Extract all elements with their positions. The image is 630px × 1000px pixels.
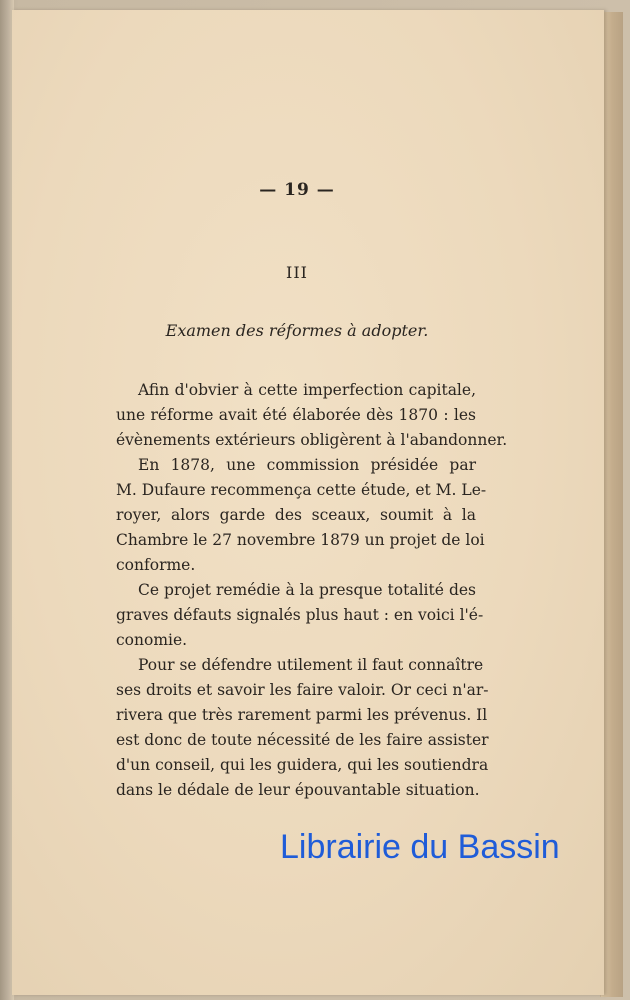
- text-line: évènements extérieurs obligèrent à l'abandonner.: [116, 431, 508, 449]
- text-line: conomie.: [116, 631, 188, 649]
- text-line: En 1878, une commission présidée par: [138, 456, 476, 474]
- body-text: [116, 378, 508, 803]
- text-line: Chambre le 27 novembre 1879 un projet de loi: [116, 531, 485, 549]
- paragraph-2: [116, 453, 487, 578]
- text-line: Ce projet remédie à la presque totalité des: [138, 581, 476, 599]
- text-line: ses droits et savoir les faire valoir. Or ceci n'ar-: [116, 681, 489, 699]
- text-line: conforme.: [116, 556, 196, 574]
- page-number: — 19 —: [259, 180, 335, 200]
- paragraph-4: [116, 653, 489, 803]
- text-line: graves défauts signalés plus haut : en voici l'é-: [116, 606, 484, 624]
- text-line: d'un conseil, qui les guidera, qui les soutiendra: [116, 756, 489, 774]
- text-line: rivera que très rarement parmi les prévenus. Il: [116, 706, 488, 724]
- text-line: une réforme avait été élaborée dès 1870 : les: [116, 406, 476, 424]
- text-line: Afin d'obvier à cette imperfection capitale,: [138, 381, 476, 399]
- paragraph-3: [116, 578, 484, 653]
- text-line: dans le dédale de leur épouvantable situation.: [116, 781, 480, 799]
- section-heading: Examen des réformes à adopter.: [165, 321, 429, 340]
- text-line: royer, alors garde des sceaux, soumit à la: [116, 506, 476, 524]
- section-numeral: III: [286, 263, 308, 282]
- text-line: est donc de toute nécessité de les faire assister: [116, 731, 489, 749]
- text-line: Pour se défendre utilement il faut connaître: [138, 656, 484, 674]
- watermark-text: Librairie du Bassin: [280, 828, 560, 866]
- text-line: M. Dufaure recommença cette étude, et M. Le-: [116, 481, 487, 499]
- paragraph-1: [116, 378, 508, 453]
